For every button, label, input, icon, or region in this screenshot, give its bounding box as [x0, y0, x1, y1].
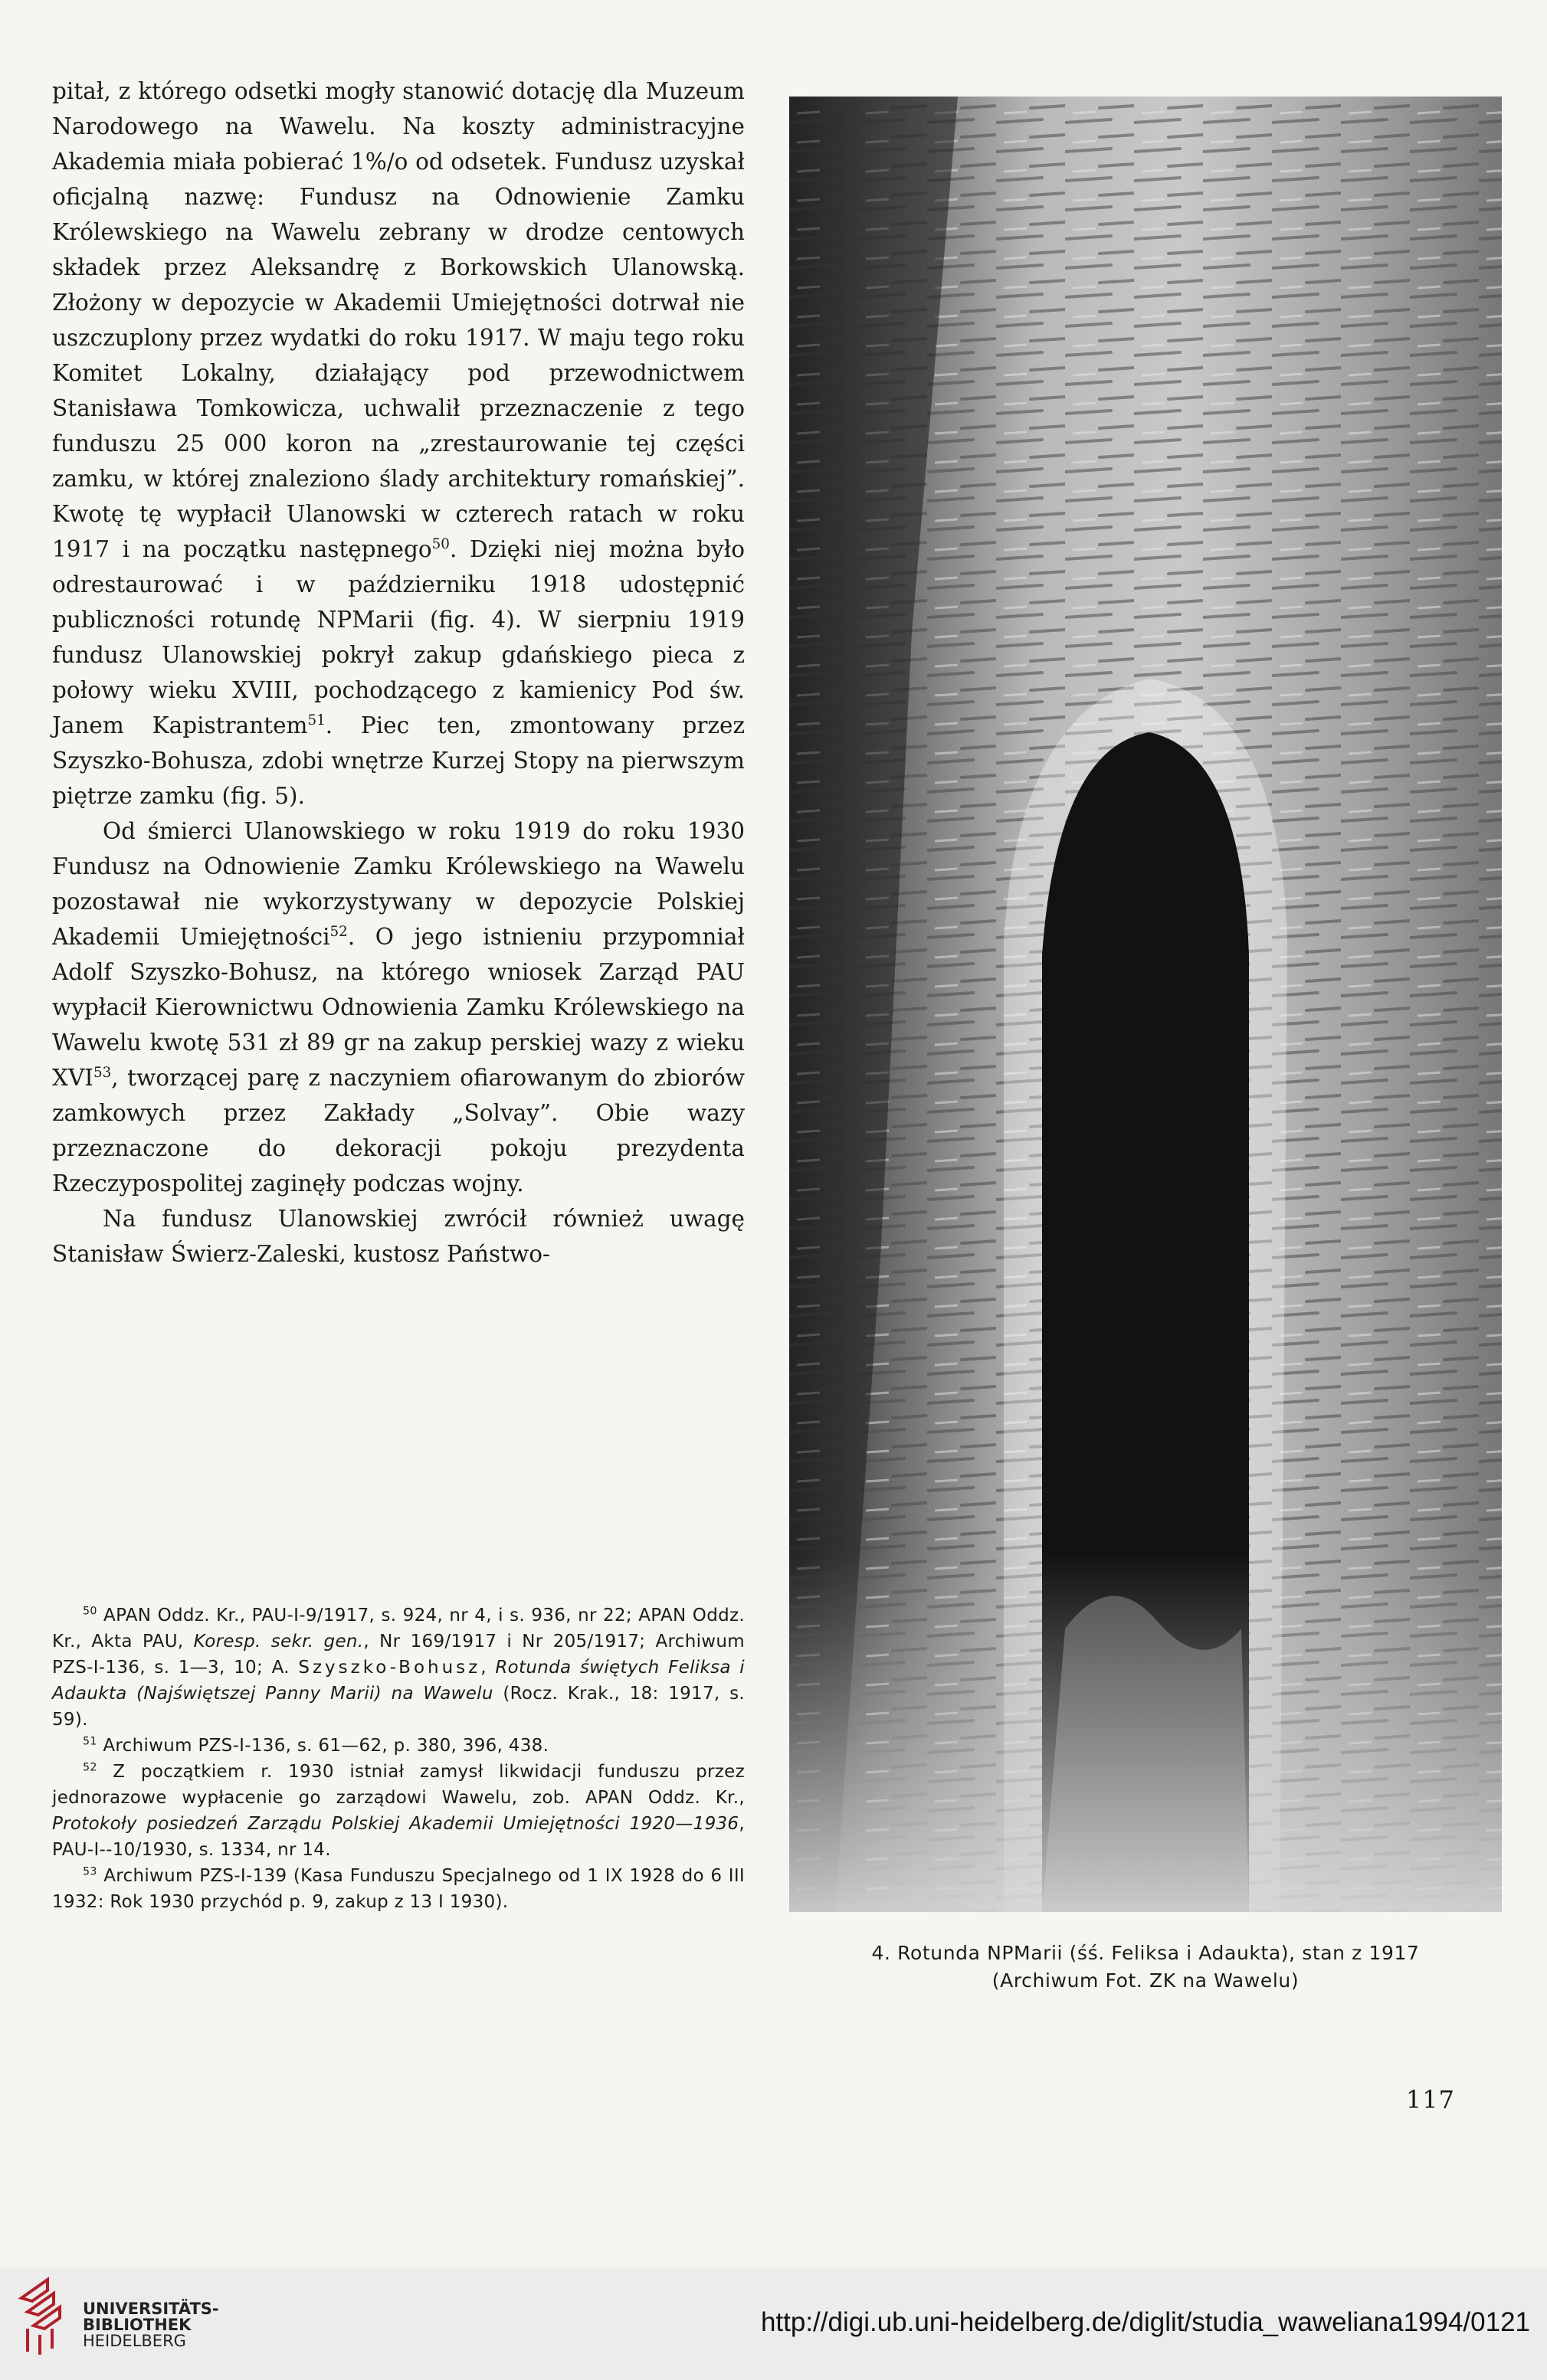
caption-line-1: 4. Rotunda NPMarii (śś. Feliksa i Adaukta), stan z 1917	[871, 1942, 1420, 1964]
text-run: , Nr 169/1917 i Nr 205/1917; Archiwum PZS-I-136, s. 1—3, 10; A.	[52, 1632, 745, 1678]
footnote	[52, 1759, 745, 1863]
footnote-ref: 53	[93, 1065, 112, 1082]
footnote-ref: 50	[431, 536, 450, 553]
library-logo-icon	[17, 2275, 70, 2358]
page-number: 117	[1405, 2085, 1455, 2114]
italic-text: Rotunda świętych Feliksa i Adaukta (Najświętszej Panny Marii) na Wawelu	[52, 1658, 745, 1704]
text-run: Na fundusz Ulanowskiej zwrócił również uwagę Stanisław Świerz-Zaleski, kustosz Państwo-	[52, 1206, 745, 1267]
text-run: Z początkiem r. 1930 istniał zamysł likwidacji funduszu przez jednorazowe wypłacenie go zarządowi Wawelu, zob. APAN Oddz. Kr.,	[52, 1762, 745, 1808]
digitization-footer	[0, 2267, 1547, 2380]
text-run: (Rocz. Krak., 18: 1917, s. 59).	[52, 1684, 746, 1730]
caption-line-2: (Archiwum Fot. ZK na Wawelu)	[991, 1969, 1300, 1992]
footnote-ref: 51	[83, 1735, 97, 1748]
figure-photo-rotunda-arch	[789, 97, 1502, 1912]
footnote-ref: 53	[83, 1865, 97, 1878]
main-text-column	[52, 74, 745, 1272]
logo-line-1: UNIVERSITÄTS-	[83, 2300, 219, 2318]
text-run: . Piec ten, zmontowany przez Szyszko-Bohusza, zdobi wnętrze Kurzej Stopy na pierwszym piętrze zamku (fig. 5).	[52, 712, 746, 809]
photo-image	[789, 97, 1502, 1912]
permalink-url[interactable]: http://digi.ub.uni-heidelberg.de/diglit/studia_waweliana1994/0121	[760, 2307, 1530, 2337]
text-run: Archiwum PZS-I-136, s. 61—62, p. 380, 396, 438.	[97, 1736, 549, 1756]
text-run: Od śmierci Ulanowskiego w roku 1919 do roku 1930 Fundusz na Odnowienie Zamku Królewskiego na Wawelu pozostawał nie wykorzystywany w depozycie Polskiej Akademii Umiejętności	[52, 818, 745, 950]
logo-line-2: BIBLIOTHEK	[83, 2316, 192, 2334]
spaced-author-name: Szyszko-Bohusz	[298, 1658, 481, 1678]
text-run: , PAU-I--10/1930, s. 1334, nr 14.	[52, 1814, 745, 1860]
footnote	[52, 1733, 745, 1759]
text-run: APAN Oddz. Kr., PAU-I-9/1917, s. 924, nr 4, i s. 936, nr 22; APAN Oddz. Kr., Akta PAU,	[52, 1606, 745, 1652]
footnote	[52, 1863, 745, 1915]
body-paragraph	[52, 814, 745, 1201]
italic-text: Koresp. sekr. gen.	[193, 1632, 364, 1652]
footnotes	[52, 1602, 745, 1915]
body-paragraph	[52, 1201, 745, 1272]
library-logo-text	[83, 2301, 219, 2349]
footnote-ref: 52	[83, 1761, 97, 1774]
figure-caption	[766, 1940, 1525, 1995]
text-run: Archiwum PZS-I-139 (Kasa Funduszu Specjalnego od 1 IX 1928 do 6 III 1932: Rok 1930 przychód p. 9, zakup z 13 I 1930).	[52, 1866, 745, 1912]
footnote	[52, 1602, 745, 1733]
text-run: , tworzącej parę z naczyniem ofiarowanym do zbiorów zamkowych przez Zakłady „Solvay”. Obie wazy przeznaczone do dekoracji pokoju prezydenta Rzeczypospolitej zaginęły podczas wojny.	[52, 1065, 745, 1197]
text-run: pitał, z którego odsetki mogły stanowić dotację dla Muzeum Narodowego na Wawelu. Na koszty administracyjne Akademia miała pobierać 1%/o od odsetek. Fundusz uzyskał oficjalną nazwę: Fundusz na Odnowienie Zamku Królewskiego na Wawelu zebrany w drodze centowych składek przez Aleksandrę z Borkowskich Ulanowską. Złożony w depozycie w Akademii Umiejętności dotrwał nie uszczuplony przez wydatki do roku 1917. W maju tego roku Komitet Lokalny, działający pod przewodnictwem Stanisława Tomkowicza, uchwalił przeznaczenie z tego funduszu 25 000 koron na „zrestaurowanie tej części zamku, w której znaleziono ślady architektury romańskiej”. Kwotę tę wypłacił Ulanowski w czterech ratach w roku 1917 i na początku następnego	[52, 78, 745, 562]
logo-line-3: HEIDELBERG	[83, 2332, 186, 2350]
body-paragraph	[52, 74, 745, 814]
text-run: . O jego istnieniu przypomniał Adolf Szyszko-Bohusz, na którego wniosek Zarząd PAU wypłacił Kierownictwu Odnowienia Zamku Królewskiego na Wawelu kwotę 531 zł 89 gr na zakup perskiej wazy z wieku XVI	[52, 924, 745, 1091]
footnote-ref: 52	[329, 924, 348, 941]
text-run: . Dzięki niej można było odrestaurować i w październiku 1918 udostępnić publiczności rotundę NPMarii (fig. 4). W sierpniu 1919 fundusz Ulanowskiej pokrył zakup gdańskiego pieca z połowy wieku XVIII, pochodzącego z kamienicy Pod św. Janem Kapistrantem	[52, 536, 746, 738]
footnote-ref: 51	[307, 712, 326, 729]
italic-text: Protokoły posiedzeń Zarządu Polskiej Akademii Umiejętności 1920—1936	[52, 1814, 739, 1834]
footnote-ref: 50	[83, 1605, 97, 1618]
text-run: ,	[480, 1658, 496, 1678]
